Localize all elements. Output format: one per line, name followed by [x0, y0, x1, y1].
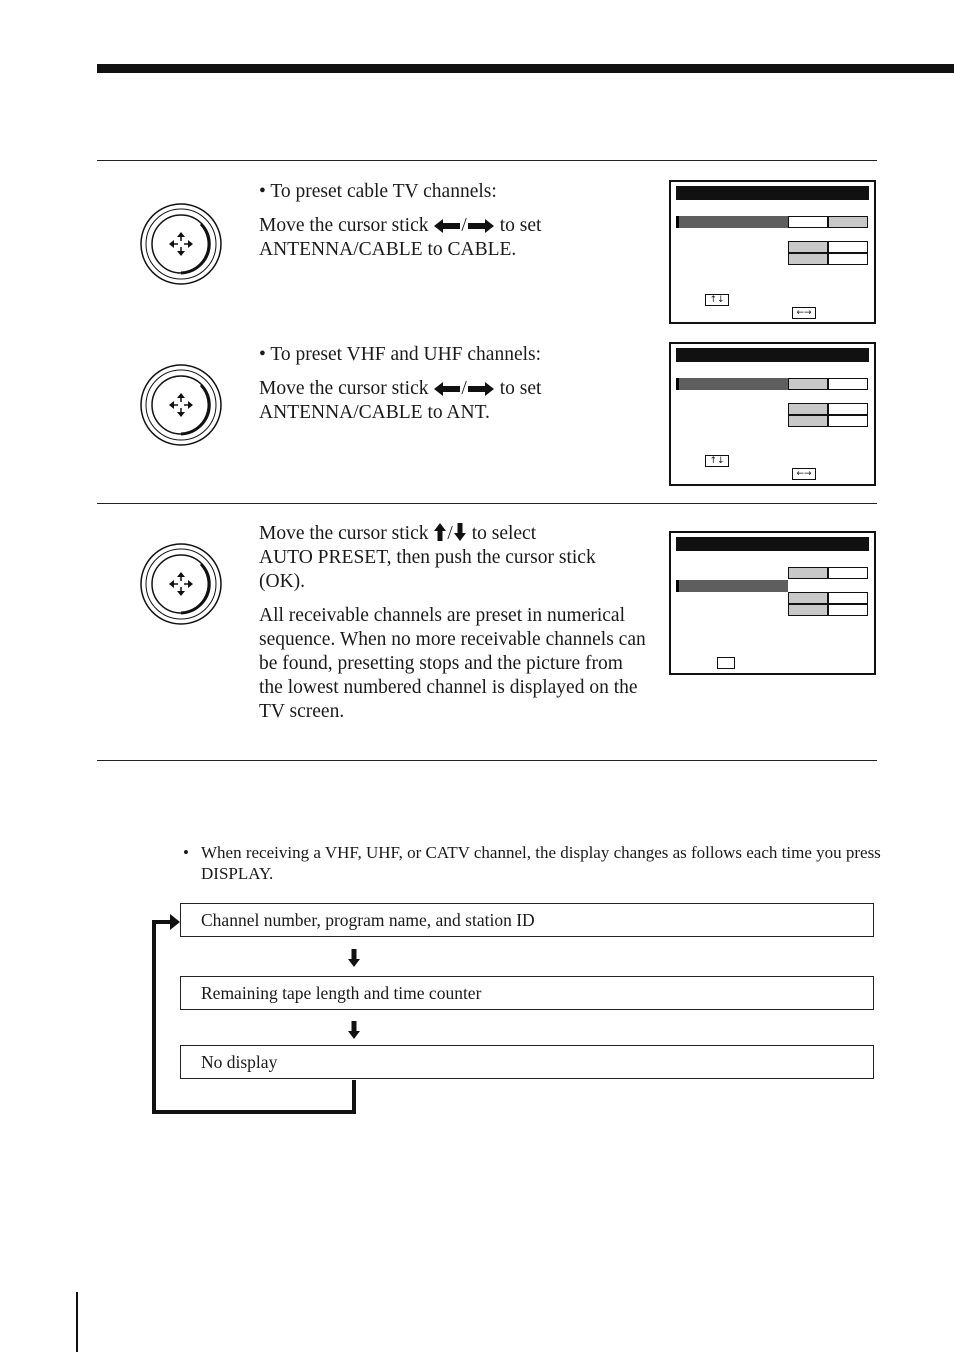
osd-cell — [788, 403, 828, 415]
osd-cell — [828, 592, 868, 604]
left-right-key-icon: ←→ — [792, 307, 816, 319]
osd-cell — [828, 415, 868, 427]
flow-step-tape-counter — [180, 976, 874, 1010]
osd-cell — [788, 592, 828, 604]
step-ant-line1-suffix: to set — [499, 378, 542, 399]
cursor-stick-icon — [139, 542, 223, 626]
note-text: When receiving a VHF, UHF, or CATV channel, the display changes as follows each time you press DISPLAY. — [201, 843, 881, 883]
osd-cell — [828, 567, 868, 579]
cursor-stick-icon — [139, 202, 223, 286]
osd-cell — [788, 604, 828, 616]
osd-cell — [828, 378, 868, 390]
flow-step-channel-info — [180, 903, 874, 937]
step-cable-instructions — [259, 180, 649, 262]
osd-cell — [828, 403, 868, 415]
left-arrow-icon — [433, 381, 461, 397]
down-arrow-icon — [346, 948, 362, 968]
flow-step-no-display — [180, 1045, 874, 1079]
margin-rule — [76, 1292, 78, 1352]
osd-highlight-row — [676, 378, 788, 390]
osd-cell — [788, 378, 828, 390]
down-arrow-icon — [453, 522, 467, 542]
step-auto-preset-description: All receivable channels are preset in numerical sequence. When no more receivable channels can be found, presetting stops and the picture from the lowest numbered channel is displayed on the TV screen. — [259, 605, 646, 722]
osd-screen-auto-preset — [669, 531, 876, 675]
loop-back-arrow — [150, 912, 360, 1117]
step-cable-line2: ANTENNA/CABLE to CABLE. — [259, 239, 517, 260]
osd-cell — [788, 241, 828, 253]
step-ant-instructions — [259, 343, 649, 425]
step-ant-line1-prefix: Move the cursor stick — [259, 378, 429, 399]
osd-cell — [828, 216, 868, 228]
step-auto-preset-line2: AUTO PRESET, then push the cursor stick — [259, 547, 596, 568]
up-down-key-icon: ↑↓ — [705, 455, 729, 467]
flow-step-label: Remaining tape length and time counter — [201, 983, 482, 1003]
osd-cell — [788, 567, 828, 579]
section-divider-middle — [97, 503, 877, 504]
cursor-stick-icon — [139, 363, 223, 447]
left-right-key-icon: ←→ — [792, 468, 816, 480]
osd-title-bar — [676, 537, 869, 551]
step-ant-line1: Move the cursor stick / to set — [259, 378, 542, 399]
osd-highlight-row — [676, 216, 788, 228]
note-bullet: • — [183, 843, 189, 862]
osd-highlight-row — [676, 580, 788, 592]
osd-title-bar — [676, 348, 869, 362]
step-auto-preset-line1-suffix: to select — [471, 523, 537, 544]
step-auto-preset-line3: (OK). — [259, 571, 306, 592]
osd-cell — [788, 415, 828, 427]
step-auto-preset-line1: Move the cursor stick / to select — [259, 523, 537, 544]
osd-cell — [828, 253, 868, 265]
ok-key-icon — [717, 657, 735, 669]
osd-title-bar — [676, 186, 869, 200]
step-cable-heading: • To preset cable TV channels: — [259, 181, 497, 202]
flow-step-label: No display — [201, 1052, 278, 1072]
left-arrow-icon — [433, 218, 461, 234]
step-auto-preset-instructions — [259, 522, 649, 724]
step-cable-line1: Move the cursor stick / to set — [259, 215, 542, 236]
flow-step-label: Channel number, program name, and station ID — [201, 910, 535, 930]
up-arrow-icon — [433, 522, 447, 542]
section-divider-bottom — [97, 760, 877, 761]
header-rule — [97, 64, 954, 73]
step-cable-line1-suffix: to set — [499, 215, 542, 236]
step-ant-line2: ANTENNA/CABLE to ANT. — [259, 402, 490, 423]
up-down-key-icon: ↑↓ — [705, 294, 729, 306]
osd-cell — [828, 604, 868, 616]
osd-screen-cable — [669, 180, 876, 324]
osd-cell — [828, 241, 868, 253]
section-divider-top — [97, 160, 877, 161]
right-arrow-icon — [467, 218, 495, 234]
osd-cell — [788, 216, 828, 228]
right-arrow-icon — [467, 381, 495, 397]
osd-cell — [788, 253, 828, 265]
step-cable-line1-prefix: Move the cursor stick — [259, 215, 429, 236]
step-ant-heading: • To preset VHF and UHF channels: — [259, 344, 542, 365]
osd-screen-ant — [669, 342, 876, 486]
step-auto-preset-line1-prefix: Move the cursor stick — [259, 523, 429, 544]
down-arrow-icon — [346, 1020, 362, 1040]
